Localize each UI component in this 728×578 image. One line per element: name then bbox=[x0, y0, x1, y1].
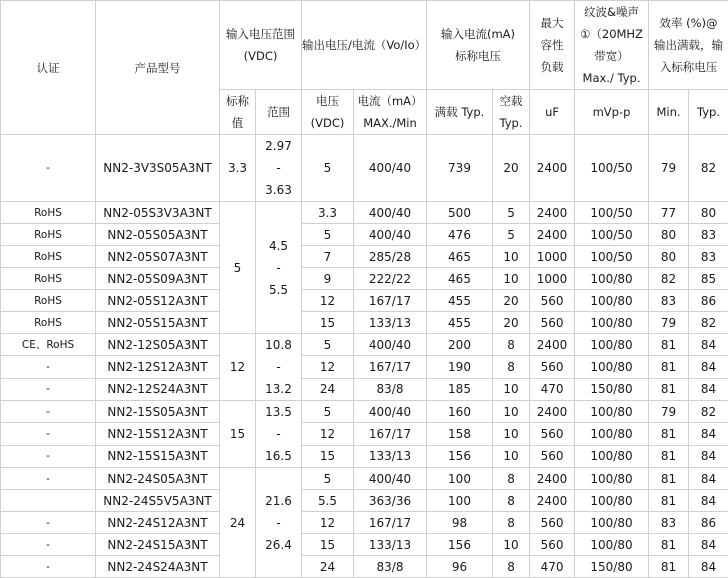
model-cell: NN2-15S12A3NT bbox=[96, 423, 220, 445]
iout-cell: 167/17 bbox=[354, 290, 427, 312]
table-row bbox=[1, 334, 728, 356]
header-eff-typ: Typ. bbox=[689, 90, 728, 135]
eff-min-cell: 79 bbox=[649, 135, 689, 202]
header-output-vi: 输出电压/电流（Vo/Io） bbox=[302, 1, 427, 90]
full-load-cell: 100 bbox=[427, 468, 493, 490]
full-load-cell: 158 bbox=[427, 423, 493, 445]
table-row bbox=[1, 202, 728, 224]
no-load-cell: 8 bbox=[493, 512, 530, 534]
nominal-voltage-cell: 24 bbox=[220, 468, 256, 578]
no-load-cell: 8 bbox=[493, 490, 530, 512]
cap-cell: 560 bbox=[530, 445, 575, 467]
cap-cell: 2400 bbox=[530, 202, 575, 224]
full-load-cell: 96 bbox=[427, 556, 493, 578]
ripple-cell: 100/80 bbox=[575, 290, 649, 312]
eff-min-cell: 81 bbox=[649, 378, 689, 400]
no-load-cell: 10 bbox=[493, 401, 530, 423]
cert-cell: RoHS bbox=[1, 290, 96, 312]
cap-cell: 560 bbox=[530, 512, 575, 534]
model-cell: NN2-12S05A3NT bbox=[96, 334, 220, 356]
vout-cell: 12 bbox=[302, 356, 354, 378]
eff-typ-cell: 84 bbox=[689, 556, 728, 578]
table-row bbox=[1, 512, 728, 534]
voltage-range-part: 16.5 bbox=[256, 445, 301, 467]
header-eff-min: Min. bbox=[649, 90, 689, 135]
eff-min-cell: 81 bbox=[649, 490, 689, 512]
vout-cell: 12 bbox=[302, 423, 354, 445]
eff-typ-cell: 83 bbox=[689, 246, 728, 268]
cap-cell: 1000 bbox=[530, 268, 575, 290]
header-ripple: 纹波&噪声 ①（20MHZ 带宽） Max./ Typ. bbox=[575, 1, 649, 90]
cap-cell: 2400 bbox=[530, 401, 575, 423]
eff-min-cell: 81 bbox=[649, 423, 689, 445]
cert-cell: - bbox=[1, 534, 96, 556]
full-load-cell: 98 bbox=[427, 512, 493, 534]
model-cell: NN2-24S15A3NT bbox=[96, 534, 220, 556]
eff-typ-cell: 86 bbox=[689, 512, 728, 534]
nominal-voltage-cell: 5 bbox=[220, 202, 256, 334]
header-model: 产品型号 bbox=[96, 1, 220, 135]
vout-cell: 5 bbox=[302, 401, 354, 423]
cap-cell: 2400 bbox=[530, 468, 575, 490]
nominal-voltage-cell: 15 bbox=[220, 401, 256, 468]
eff-min-cell: 79 bbox=[649, 401, 689, 423]
cap-cell: 470 bbox=[530, 556, 575, 578]
iout-cell: 400/40 bbox=[354, 334, 427, 356]
ripple-cell: 150/80 bbox=[575, 556, 649, 578]
ripple-cell: 100/80 bbox=[575, 401, 649, 423]
table-body bbox=[1, 135, 728, 578]
cap-cell: 560 bbox=[530, 423, 575, 445]
ripple-cell: 100/80 bbox=[575, 423, 649, 445]
no-load-cell: 8 bbox=[493, 334, 530, 356]
eff-typ-cell: 80 bbox=[689, 202, 728, 224]
cert-cell: - bbox=[1, 423, 96, 445]
model-cell: NN2-12S24A3NT bbox=[96, 378, 220, 400]
table-row bbox=[1, 356, 728, 378]
header-voltage: 电压 (VDC) bbox=[302, 90, 354, 135]
ripple-cell: 100/80 bbox=[575, 534, 649, 556]
full-load-cell: 156 bbox=[427, 534, 493, 556]
eff-min-cell: 83 bbox=[649, 290, 689, 312]
ripple-cell: 100/50 bbox=[575, 135, 649, 202]
vout-cell: 7 bbox=[302, 246, 354, 268]
eff-min-cell: 80 bbox=[649, 246, 689, 268]
iout-cell: 167/17 bbox=[354, 512, 427, 534]
voltage-range-part: 21.6 bbox=[256, 490, 301, 512]
table-row bbox=[1, 556, 728, 578]
voltage-range-part: 10.8 bbox=[256, 334, 301, 356]
cap-cell: 1000 bbox=[530, 246, 575, 268]
cert-cell: - bbox=[1, 135, 96, 202]
no-load-cell: 20 bbox=[493, 290, 530, 312]
cap-cell: 560 bbox=[530, 290, 575, 312]
eff-typ-cell: 82 bbox=[689, 401, 728, 423]
voltage-range-part: 26.4 bbox=[256, 534, 301, 556]
voltage-range-part: 13.5 bbox=[256, 401, 301, 423]
eff-typ-cell: 85 bbox=[689, 268, 728, 290]
no-load-cell: 8 bbox=[493, 468, 530, 490]
model-cell: NN2-05S09A3NT bbox=[96, 268, 220, 290]
vout-cell: 15 bbox=[302, 534, 354, 556]
full-load-cell: 200 bbox=[427, 334, 493, 356]
iout-cell: 83/8 bbox=[354, 378, 427, 400]
full-load-cell: 160 bbox=[427, 401, 493, 423]
voltage-range-part: - bbox=[256, 157, 301, 179]
no-load-cell: 10 bbox=[493, 378, 530, 400]
cert-cell: - bbox=[1, 401, 96, 423]
eff-typ-cell: 84 bbox=[689, 378, 728, 400]
vout-cell: 9 bbox=[302, 268, 354, 290]
iout-cell: 400/40 bbox=[354, 401, 427, 423]
eff-min-cell: 81 bbox=[649, 356, 689, 378]
cert-cell: - bbox=[1, 556, 96, 578]
cert-cell bbox=[1, 490, 96, 512]
eff-min-cell: 77 bbox=[649, 202, 689, 224]
iout-cell: 83/8 bbox=[354, 556, 427, 578]
model-cell: NN2-24S05A3NT bbox=[96, 468, 220, 490]
iout-cell: 133/13 bbox=[354, 312, 427, 334]
cap-cell: 560 bbox=[530, 534, 575, 556]
iout-cell: 400/40 bbox=[354, 224, 427, 246]
eff-typ-cell: 82 bbox=[689, 312, 728, 334]
table-row bbox=[1, 490, 728, 512]
table-row bbox=[1, 423, 728, 445]
eff-min-cell: 81 bbox=[649, 334, 689, 356]
cert-cell: RoHS bbox=[1, 268, 96, 290]
cert-cell: RoHS bbox=[1, 246, 96, 268]
header-no-load: 空载 Typ. bbox=[493, 90, 530, 135]
iout-cell: 167/17 bbox=[354, 356, 427, 378]
no-load-cell: 10 bbox=[493, 423, 530, 445]
eff-typ-cell: 86 bbox=[689, 290, 728, 312]
eff-typ-cell: 84 bbox=[689, 423, 728, 445]
model-cell: NN2-15S15A3NT bbox=[96, 445, 220, 467]
eff-typ-cell: 84 bbox=[689, 445, 728, 467]
no-load-cell: 10 bbox=[493, 246, 530, 268]
iout-cell: 400/40 bbox=[354, 135, 427, 202]
ripple-cell: 100/80 bbox=[575, 312, 649, 334]
header-uf: uF bbox=[530, 90, 575, 135]
ripple-cell: 100/50 bbox=[575, 202, 649, 224]
full-load-cell: 465 bbox=[427, 246, 493, 268]
vout-cell: 5 bbox=[302, 468, 354, 490]
full-load-cell: 455 bbox=[427, 312, 493, 334]
vout-cell: 24 bbox=[302, 378, 354, 400]
voltage-range-part: 4.5 bbox=[256, 235, 301, 257]
cert-cell: RoHS bbox=[1, 312, 96, 334]
cap-cell: 2400 bbox=[530, 490, 575, 512]
ripple-cell: 100/50 bbox=[575, 224, 649, 246]
full-load-cell: 739 bbox=[427, 135, 493, 202]
voltage-range-part: - bbox=[256, 512, 301, 534]
header-full-load: 满载 Typ. bbox=[427, 90, 493, 135]
full-load-cell: 476 bbox=[427, 224, 493, 246]
cap-cell: 2400 bbox=[530, 334, 575, 356]
header-input-voltage-range: 输入电压范围 (VDC) bbox=[220, 1, 302, 90]
full-load-cell: 100 bbox=[427, 490, 493, 512]
no-load-cell: 10 bbox=[493, 445, 530, 467]
voltage-range-part: 3.63 bbox=[256, 179, 301, 201]
iout-cell: 222/22 bbox=[354, 268, 427, 290]
ripple-cell: 100/80 bbox=[575, 490, 649, 512]
header-input-current: 输入电流(mA) 标称电压 bbox=[427, 1, 530, 90]
voltage-range-part: 2.97 bbox=[256, 135, 301, 157]
header-cert: 认证 bbox=[1, 1, 96, 135]
model-cell: NN2-24S5V5A3NT bbox=[96, 490, 220, 512]
cert-cell: - bbox=[1, 468, 96, 490]
cap-cell: 2400 bbox=[530, 135, 575, 202]
iout-cell: 363/36 bbox=[354, 490, 427, 512]
table-row bbox=[1, 401, 728, 423]
cert-cell: RoHS bbox=[1, 202, 96, 224]
vout-cell: 15 bbox=[302, 445, 354, 467]
ripple-cell: 100/80 bbox=[575, 268, 649, 290]
no-load-cell: 5 bbox=[493, 202, 530, 224]
voltage-range-cell bbox=[256, 135, 302, 202]
ripple-cell: 100/80 bbox=[575, 468, 649, 490]
table-row bbox=[1, 378, 728, 400]
cert-cell: - bbox=[1, 378, 96, 400]
ripple-cell: 100/50 bbox=[575, 246, 649, 268]
voltage-range-part: - bbox=[256, 423, 301, 445]
model-cell: NN2-15S05A3NT bbox=[96, 401, 220, 423]
no-load-cell: 8 bbox=[493, 356, 530, 378]
eff-typ-cell: 82 bbox=[689, 135, 728, 202]
table-header bbox=[1, 1, 728, 135]
eff-min-cell: 82 bbox=[649, 268, 689, 290]
eff-typ-cell: 84 bbox=[689, 334, 728, 356]
vout-cell: 3.3 bbox=[302, 202, 354, 224]
model-cell: NN2-05S05A3NT bbox=[96, 224, 220, 246]
vout-cell: 5 bbox=[302, 135, 354, 202]
voltage-range-cell bbox=[256, 334, 302, 401]
eff-min-cell: 80 bbox=[649, 224, 689, 246]
cert-cell: CE、RoHS bbox=[1, 334, 96, 356]
voltage-range-cell bbox=[256, 202, 302, 334]
eff-min-cell: 83 bbox=[649, 512, 689, 534]
no-load-cell: 20 bbox=[493, 312, 530, 334]
header-nominal: 标称 值 bbox=[220, 90, 256, 135]
cert-cell: - bbox=[1, 512, 96, 534]
cap-cell: 2400 bbox=[530, 224, 575, 246]
iout-cell: 133/13 bbox=[354, 534, 427, 556]
model-cell: NN2-24S24A3NT bbox=[96, 556, 220, 578]
full-load-cell: 455 bbox=[427, 290, 493, 312]
voltage-range-part: - bbox=[256, 257, 301, 279]
full-load-cell: 190 bbox=[427, 356, 493, 378]
table-row bbox=[1, 312, 728, 334]
vout-cell: 12 bbox=[302, 290, 354, 312]
iout-cell: 133/13 bbox=[354, 445, 427, 467]
table-row bbox=[1, 468, 728, 490]
full-load-cell: 185 bbox=[427, 378, 493, 400]
cert-cell: - bbox=[1, 445, 96, 467]
cap-cell: 470 bbox=[530, 378, 575, 400]
vout-cell: 24 bbox=[302, 556, 354, 578]
voltage-range-part: 13.2 bbox=[256, 378, 301, 400]
model-cell: NN2-05S12A3NT bbox=[96, 290, 220, 312]
no-load-cell: 5 bbox=[493, 224, 530, 246]
cert-cell: - bbox=[1, 356, 96, 378]
full-load-cell: 465 bbox=[427, 268, 493, 290]
ripple-cell: 100/80 bbox=[575, 445, 649, 467]
no-load-cell: 8 bbox=[493, 556, 530, 578]
full-load-cell: 156 bbox=[427, 445, 493, 467]
model-cell: NN2-24S12A3NT bbox=[96, 512, 220, 534]
model-cell: NN2-3V3S05A3NT bbox=[96, 135, 220, 202]
voltage-range-cell bbox=[256, 401, 302, 468]
full-load-cell: 500 bbox=[427, 202, 493, 224]
header-current: 电流（mA） MAX./Min bbox=[354, 90, 427, 135]
table-row bbox=[1, 246, 728, 268]
eff-typ-cell: 84 bbox=[689, 356, 728, 378]
no-load-cell: 10 bbox=[493, 534, 530, 556]
ripple-cell: 150/80 bbox=[575, 378, 649, 400]
iout-cell: 167/17 bbox=[354, 423, 427, 445]
table-row bbox=[1, 534, 728, 556]
table-row bbox=[1, 268, 728, 290]
eff-typ-cell: 84 bbox=[689, 490, 728, 512]
nominal-voltage-cell: 12 bbox=[220, 334, 256, 401]
eff-typ-cell: 84 bbox=[689, 534, 728, 556]
no-load-cell: 10 bbox=[493, 268, 530, 290]
eff-min-cell: 79 bbox=[649, 312, 689, 334]
cap-cell: 560 bbox=[530, 356, 575, 378]
table-row bbox=[1, 224, 728, 246]
vout-cell: 12 bbox=[302, 512, 354, 534]
voltage-range-part: 5.5 bbox=[256, 279, 301, 301]
vout-cell: 5 bbox=[302, 224, 354, 246]
table-row bbox=[1, 290, 728, 312]
model-cell: NN2-12S12A3NT bbox=[96, 356, 220, 378]
table-row bbox=[1, 445, 728, 467]
eff-min-cell: 81 bbox=[649, 468, 689, 490]
eff-min-cell: 81 bbox=[649, 445, 689, 467]
vout-cell: 5.5 bbox=[302, 490, 354, 512]
model-cell: NN2-05S15A3NT bbox=[96, 312, 220, 334]
iout-cell: 400/40 bbox=[354, 468, 427, 490]
eff-typ-cell: 83 bbox=[689, 224, 728, 246]
vout-cell: 5 bbox=[302, 334, 354, 356]
vout-cell: 15 bbox=[302, 312, 354, 334]
voltage-range-cell bbox=[256, 468, 302, 578]
model-cell: NN2-05S07A3NT bbox=[96, 246, 220, 268]
header-efficiency: 效率 (%)@ 输出满载，输 入标称电压 bbox=[649, 1, 728, 90]
eff-min-cell: 81 bbox=[649, 556, 689, 578]
voltage-range-part: - bbox=[256, 356, 301, 378]
header-max-cap: 最大 容性 负载 bbox=[530, 1, 575, 90]
cap-cell: 560 bbox=[530, 312, 575, 334]
ripple-cell: 100/80 bbox=[575, 356, 649, 378]
ripple-cell: 100/80 bbox=[575, 334, 649, 356]
eff-min-cell: 81 bbox=[649, 534, 689, 556]
no-load-cell: 20 bbox=[493, 135, 530, 202]
ripple-cell: 100/80 bbox=[575, 512, 649, 534]
header-range: 范围 bbox=[256, 90, 302, 135]
nominal-voltage-cell: 3.3 bbox=[220, 135, 256, 202]
header-mvpp: mVp-p bbox=[575, 90, 649, 135]
iout-cell: 285/28 bbox=[354, 246, 427, 268]
cert-cell: RoHS bbox=[1, 224, 96, 246]
model-cell: NN2-05S3V3A3NT bbox=[96, 202, 220, 224]
iout-cell: 400/40 bbox=[354, 202, 427, 224]
eff-typ-cell: 84 bbox=[689, 468, 728, 490]
table-row bbox=[1, 135, 728, 202]
